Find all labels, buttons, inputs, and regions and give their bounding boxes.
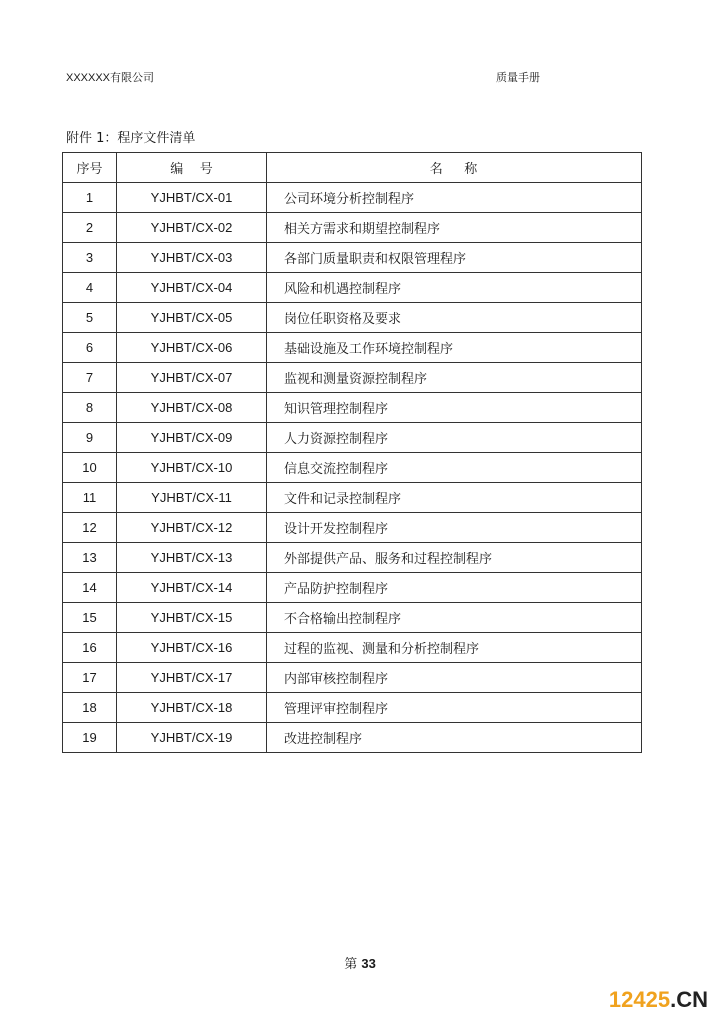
page-number: 33 [361, 956, 376, 971]
row-name: 文件和记录控制程序 [267, 483, 642, 513]
header-code: 编 号 [117, 153, 267, 183]
row-code: YJHBT/CX-08 [117, 393, 267, 423]
row-name: 相关方需求和期望控制程序 [267, 213, 642, 243]
row-code: YJHBT/CX-11 [117, 483, 267, 513]
row-number: 18 [63, 693, 117, 723]
row-code: YJHBT/CX-01 [117, 183, 267, 213]
row-name: 内部审核控制程序 [267, 663, 642, 693]
table-row [63, 543, 642, 573]
table-row [63, 423, 642, 453]
row-number: 15 [63, 603, 117, 633]
table-row [63, 333, 642, 363]
row-code: YJHBT/CX-14 [117, 573, 267, 603]
row-code: YJHBT/CX-15 [117, 603, 267, 633]
watermark-domain: .CN [670, 987, 708, 1012]
table-row [63, 363, 642, 393]
row-number: 1 [63, 183, 117, 213]
row-code: YJHBT/CX-19 [117, 723, 267, 753]
row-number: 17 [63, 663, 117, 693]
row-number: 7 [63, 363, 117, 393]
table-row [63, 453, 642, 483]
watermark-number: 12425 [608, 987, 671, 1012]
row-name: 过程的监视、测量和分析控制程序 [267, 633, 642, 663]
row-code: YJHBT/CX-05 [117, 303, 267, 333]
row-code: YJHBT/CX-04 [117, 273, 267, 303]
row-name: 公司环境分析控制程序 [267, 183, 642, 213]
row-number: 5 [63, 303, 117, 333]
row-code: YJHBT/CX-16 [117, 633, 267, 663]
table-row [63, 483, 642, 513]
site-watermark [609, 987, 708, 1013]
row-name: 外部提供产品、服务和过程控制程序 [267, 543, 642, 573]
row-number: 16 [63, 633, 117, 663]
table-row [63, 393, 642, 423]
row-number: 19 [63, 723, 117, 753]
row-name: 各部门质量职责和权限管理程序 [267, 243, 642, 273]
table-row [63, 213, 642, 243]
row-name: 人力资源控制程序 [267, 423, 642, 453]
table-row [63, 273, 642, 303]
row-name: 管理评审控制程序 [267, 693, 642, 723]
row-number: 10 [63, 453, 117, 483]
table-row [63, 573, 642, 603]
row-number: 6 [63, 333, 117, 363]
page-footer [0, 953, 720, 972]
table-row [63, 303, 642, 333]
row-code: YJHBT/CX-12 [117, 513, 267, 543]
table-row [63, 633, 642, 663]
row-code: YJHBT/CX-06 [117, 333, 267, 363]
page-prefix: 第 [344, 957, 358, 972]
header-no: 序号 [63, 153, 117, 183]
row-number: 14 [63, 573, 117, 603]
row-code: YJHBT/CX-07 [117, 363, 267, 393]
row-code: YJHBT/CX-17 [117, 663, 267, 693]
row-name: 不合格输出控制程序 [267, 603, 642, 633]
row-name: 基础设施及工作环境控制程序 [267, 333, 642, 363]
row-number: 3 [63, 243, 117, 273]
table-row [63, 183, 642, 213]
table-header-row [63, 153, 642, 183]
row-code: YJHBT/CX-10 [117, 453, 267, 483]
header-manual-title: 质量手册 [496, 71, 540, 84]
row-number: 2 [63, 213, 117, 243]
table-row [63, 243, 642, 273]
header-company: XXXXXX有限公司 [66, 72, 155, 84]
table-body [63, 183, 642, 753]
row-number: 9 [63, 423, 117, 453]
row-number: 12 [63, 513, 117, 543]
row-name: 设计开发控制程序 [267, 513, 642, 543]
row-name: 改进控制程序 [267, 723, 642, 753]
row-name: 岗位任职资格及要求 [267, 303, 642, 333]
row-code: YJHBT/CX-18 [117, 693, 267, 723]
annex-title: 附件 1：程序文件清单 [66, 131, 196, 146]
row-code: YJHBT/CX-13 [117, 543, 267, 573]
table-row [63, 693, 642, 723]
row-number: 4 [63, 273, 117, 303]
row-name: 风险和机遇控制程序 [267, 273, 642, 303]
row-code: YJHBT/CX-09 [117, 423, 267, 453]
table-row [63, 723, 642, 753]
procedure-list-table [62, 152, 642, 753]
table-row [63, 663, 642, 693]
row-number: 11 [63, 483, 117, 513]
header-name: 名 称 [267, 153, 642, 183]
table-row [63, 513, 642, 543]
row-code: YJHBT/CX-02 [117, 213, 267, 243]
row-name: 信息交流控制程序 [267, 453, 642, 483]
row-name: 监视和测量资源控制程序 [267, 363, 642, 393]
row-name: 知识管理控制程序 [267, 393, 642, 423]
row-number: 8 [63, 393, 117, 423]
row-name: 产品防护控制程序 [267, 573, 642, 603]
row-number: 13 [63, 543, 117, 573]
row-code: YJHBT/CX-03 [117, 243, 267, 273]
table-row [63, 603, 642, 633]
